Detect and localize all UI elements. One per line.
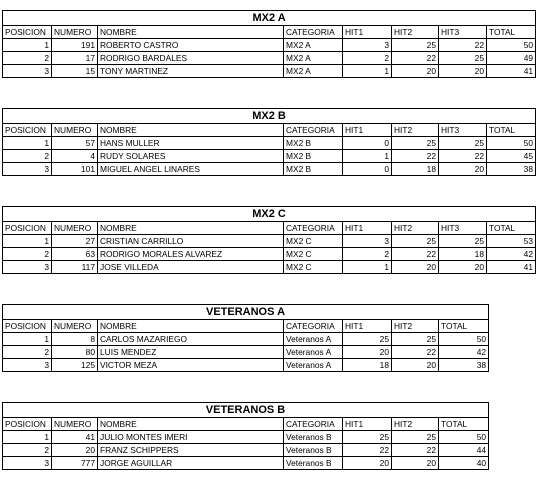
table-row [3,163,536,176]
column-header-hit1: HIT1 [343,26,392,39]
table-row [3,150,536,163]
cell-posicion: 1 [3,333,52,346]
table-row [3,346,489,359]
cell-posicion: 2 [3,52,52,65]
cell-hit1: 20 [343,457,392,470]
cell-total: 40 [439,457,489,470]
results-grid [2,206,536,274]
cell-numero: 27 [52,235,98,248]
column-header-hit2: HIT2 [392,222,439,235]
results-table-mx2-a [2,10,536,78]
column-header-total: TOTAL [487,222,536,235]
cell-hit3: 22 [439,39,487,52]
cell-total: 50 [439,431,489,444]
cell-hit1: 1 [343,150,392,163]
cell-hit2: 18 [392,163,439,176]
column-header-total: TOTAL [487,26,536,39]
column-header-categoria: CATEGORIA [284,418,343,431]
cell-hit2: 20 [392,261,439,274]
cell-total: 38 [487,163,536,176]
cell-numero: 117 [52,261,98,274]
cell-total: 44 [439,444,489,457]
cell-nombre: CARLOS MAZARIEGO [98,333,284,346]
cell-hit2: 25 [392,235,439,248]
cell-nombre: VICTOR MEZA [98,359,284,372]
cell-numero: 101 [52,163,98,176]
cell-hit1: 0 [343,163,392,176]
cell-total: 38 [439,359,489,372]
cell-total: 41 [487,261,536,274]
header-row [3,222,536,235]
cell-posicion: 2 [3,150,52,163]
cell-numero: 777 [52,457,98,470]
column-header-hit1: HIT1 [343,124,392,137]
cell-categoria: Veteranos A [284,333,343,346]
cell-nombre: RODRIGO BARDALES [98,52,284,65]
column-header-hit1: HIT1 [343,222,392,235]
cell-numero: 41 [52,431,98,444]
cell-nombre: ROBERTO CASTRO [98,39,284,52]
cell-numero: 80 [52,346,98,359]
cell-hit3: 18 [439,248,487,261]
table-row [3,457,489,470]
cell-numero: 15 [52,65,98,78]
column-header-hit3: HIT3 [439,26,487,39]
cell-nombre: JOSE VILLEDA [98,261,284,274]
table-title: MX2 C [3,207,536,222]
cell-nombre: HANS MULLER [98,137,284,150]
table-row [3,137,536,150]
table-row [3,52,536,65]
cell-hit1: 1 [343,261,392,274]
column-header-nombre: NOMBRE [98,418,284,431]
column-header-numero: NUMERO [52,418,98,431]
cell-hit2: 22 [392,346,439,359]
cell-numero: 125 [52,359,98,372]
cell-hit2: 22 [392,150,439,163]
results-grid [2,304,489,372]
column-header-hit1: HIT1 [343,418,392,431]
cell-hit2: 20 [392,457,439,470]
cell-categoria: MX2 C [284,248,343,261]
column-header-nombre: NOMBRE [98,124,284,137]
header-row [3,418,489,431]
cell-total: 41 [487,65,536,78]
column-header-nombre: NOMBRE [98,320,284,333]
cell-hit1: 1 [343,65,392,78]
cell-nombre: FRANZ SCHIPPERS [98,444,284,457]
column-header-categoria: CATEGORIA [284,26,343,39]
cell-categoria: MX2 B [284,150,343,163]
cell-hit3: 22 [439,150,487,163]
cell-total: 50 [487,137,536,150]
header-row [3,124,536,137]
cell-categoria: MX2 C [284,261,343,274]
cell-total: 53 [487,235,536,248]
cell-hit3: 25 [439,52,487,65]
cell-categoria: MX2 C [284,235,343,248]
cell-hit1: 22 [343,444,392,457]
column-header-hit2: HIT2 [392,26,439,39]
cell-nombre: CRISTIAN CARRILLO [98,235,284,248]
table-row [3,444,489,457]
cell-numero: 4 [52,150,98,163]
cell-nombre: TONY MARTINEZ [98,65,284,78]
cell-categoria: Veteranos A [284,346,343,359]
column-header-posicion: POSICION [3,418,52,431]
cell-numero: 63 [52,248,98,261]
column-header-total: TOTAL [439,320,489,333]
table-row [3,248,536,261]
table-row [3,431,489,444]
table-title: MX2 A [3,11,536,26]
cell-total: 42 [487,248,536,261]
cell-hit2: 22 [392,248,439,261]
column-header-posicion: POSICION [3,124,52,137]
results-grid [2,108,536,176]
cell-posicion: 2 [3,248,52,261]
cell-hit3: 25 [439,235,487,248]
cell-total: 50 [487,39,536,52]
cell-nombre: RODRIGO MORALES ALVAREZ [98,248,284,261]
column-header-hit2: HIT2 [392,418,439,431]
cell-categoria: MX2 B [284,137,343,150]
column-header-categoria: CATEGORIA [284,320,343,333]
cell-hit2: 25 [392,333,439,346]
cell-posicion: 3 [3,163,52,176]
column-header-nombre: NOMBRE [98,26,284,39]
cell-hit1: 25 [343,333,392,346]
table-title: VETERANOS A [3,305,489,320]
cell-categoria: MX2 A [284,39,343,52]
cell-hit3: 20 [439,65,487,78]
cell-posicion: 1 [3,431,52,444]
table-row [3,261,536,274]
cell-hit1: 25 [343,431,392,444]
cell-numero: 20 [52,444,98,457]
table-row [3,65,536,78]
cell-numero: 17 [52,52,98,65]
column-header-numero: NUMERO [52,320,98,333]
cell-hit2: 20 [392,359,439,372]
cell-hit1: 18 [343,359,392,372]
cell-total: 50 [439,333,489,346]
cell-categoria: Veteranos A [284,359,343,372]
cell-hit1: 20 [343,346,392,359]
cell-hit3: 20 [439,163,487,176]
column-header-total: TOTAL [487,124,536,137]
cell-hit1: 2 [343,52,392,65]
column-header-hit3: HIT3 [439,222,487,235]
cell-hit2: 25 [392,137,439,150]
cell-posicion: 1 [3,39,52,52]
cell-hit2: 25 [392,431,439,444]
cell-hit2: 22 [392,52,439,65]
results-table-veteranos-b [2,402,489,470]
cell-hit1: 2 [343,248,392,261]
cell-hit3: 25 [439,137,487,150]
column-header-numero: NUMERO [52,124,98,137]
cell-categoria: Veteranos B [284,444,343,457]
table-row [3,333,489,346]
cell-categoria: MX2 A [284,52,343,65]
table-row [3,39,536,52]
results-grid [2,402,489,470]
cell-hit2: 22 [392,444,439,457]
cell-nombre: JULIO MONTES IMERI [98,431,284,444]
cell-numero: 57 [52,137,98,150]
cell-posicion: 1 [3,137,52,150]
cell-hit3: 20 [439,261,487,274]
column-header-hit2: HIT2 [392,124,439,137]
cell-numero: 8 [52,333,98,346]
cell-nombre: JORGE AGUILLAR [98,457,284,470]
table-title: VETERANOS B [3,403,489,418]
cell-nombre: LUIS MENDEZ [98,346,284,359]
header-row [3,320,489,333]
cell-posicion: 2 [3,346,52,359]
results-table-mx2-b [2,108,536,176]
cell-nombre: RUDY SOLARES [98,150,284,163]
column-header-posicion: POSICION [3,26,52,39]
column-header-hit2: HIT2 [392,320,439,333]
cell-categoria: MX2 A [284,65,343,78]
cell-hit2: 25 [392,39,439,52]
cell-total: 42 [439,346,489,359]
cell-hit1: 3 [343,39,392,52]
column-header-hit3: HIT3 [439,124,487,137]
column-header-numero: NUMERO [52,26,98,39]
cell-posicion: 2 [3,444,52,457]
results-grid [2,10,536,78]
column-header-posicion: POSICION [3,320,52,333]
column-header-total: TOTAL [439,418,489,431]
cell-categoria: Veteranos B [284,457,343,470]
table-title: MX2 B [3,109,536,124]
cell-posicion: 3 [3,65,52,78]
cell-posicion: 1 [3,235,52,248]
cell-total: 49 [487,52,536,65]
cell-posicion: 3 [3,261,52,274]
cell-categoria: MX2 B [284,163,343,176]
cell-hit1: 3 [343,235,392,248]
cell-posicion: 3 [3,359,52,372]
table-row [3,359,489,372]
cell-categoria: Veteranos B [284,431,343,444]
table-row [3,235,536,248]
column-header-posicion: POSICION [3,222,52,235]
cell-total: 45 [487,150,536,163]
results-table-mx2-c [2,206,536,274]
column-header-numero: NUMERO [52,222,98,235]
cell-numero: 191 [52,39,98,52]
cell-hit2: 20 [392,65,439,78]
cell-hit1: 0 [343,137,392,150]
cell-posicion: 3 [3,457,52,470]
column-header-categoria: CATEGORIA [284,124,343,137]
header-row [3,26,536,39]
cell-nombre: MIGUEL ANGEL LINARES [98,163,284,176]
column-header-nombre: NOMBRE [98,222,284,235]
results-table-veteranos-a [2,304,489,372]
column-header-categoria: CATEGORIA [284,222,343,235]
column-header-hit1: HIT1 [343,320,392,333]
